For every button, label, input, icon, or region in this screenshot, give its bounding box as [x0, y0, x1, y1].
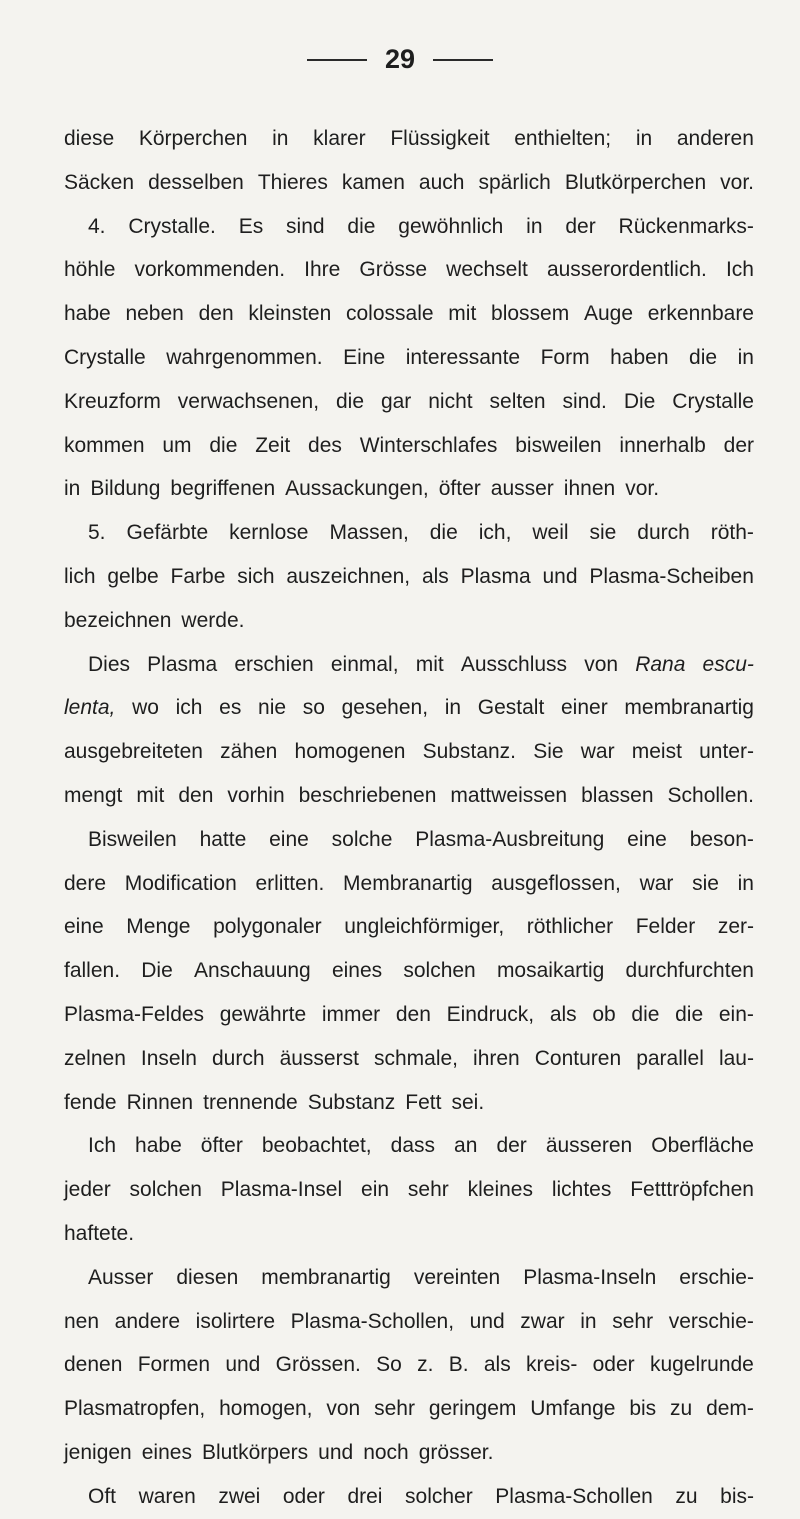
word: nen	[64, 1309, 100, 1333]
word: blossem	[491, 302, 570, 326]
word: ich,	[478, 521, 512, 545]
word: Es	[238, 214, 264, 238]
word: Gestalt	[477, 696, 545, 720]
word: wo	[132, 696, 159, 720]
word: unter-	[699, 740, 754, 764]
word: Oberfläche	[651, 1134, 754, 1158]
word: solche	[331, 827, 393, 851]
word: ausserordentlich.	[546, 258, 707, 282]
word: vereinten	[413, 1265, 501, 1289]
word: eines	[141, 1440, 192, 1464]
word: die	[335, 389, 365, 413]
word: höhle	[64, 258, 116, 282]
word: beschriebenen	[298, 783, 437, 807]
text-line	[64, 1475, 754, 1519]
word: ausgebreiteten	[64, 740, 203, 764]
word: wahrgenommen.	[166, 345, 323, 369]
text-line	[64, 686, 754, 730]
word: Winterschlafes	[359, 433, 498, 457]
word: oder	[282, 1484, 325, 1508]
word: in	[737, 871, 754, 895]
word: durch	[637, 521, 690, 545]
word: Inseln	[140, 1046, 197, 1070]
word: einmal,	[330, 652, 399, 676]
word: habe	[135, 1134, 182, 1158]
word: erschien	[234, 652, 314, 676]
word: Die	[141, 959, 173, 983]
word: Felder	[635, 915, 696, 939]
word: Form	[540, 345, 590, 369]
word: dass	[390, 1134, 436, 1158]
word: um	[162, 433, 192, 457]
word: Crystalle	[672, 389, 754, 413]
word: jeder	[64, 1178, 111, 1202]
word: zu	[675, 1484, 698, 1508]
word: Blutkörperchen	[564, 170, 707, 194]
word: röthlicher	[526, 915, 614, 939]
word: Dies	[88, 652, 131, 676]
text-line	[64, 336, 754, 380]
text-line	[64, 1300, 754, 1344]
word: mosaikartig	[496, 959, 605, 983]
page-header	[0, 44, 800, 75]
word: zähen	[220, 740, 278, 764]
text-line	[64, 1431, 754, 1475]
word: so	[302, 696, 325, 720]
text-line	[64, 949, 754, 993]
word: membranartig	[261, 1265, 391, 1289]
text-line	[64, 1387, 754, 1431]
text-line	[64, 599, 754, 643]
word: Rinnen	[126, 1090, 194, 1114]
word: desselben	[148, 170, 244, 194]
word: und	[225, 1353, 261, 1377]
word: Säcken	[64, 170, 135, 194]
word: Auge	[583, 302, 634, 326]
word: durch	[212, 1046, 265, 1070]
word: Oft	[88, 1484, 117, 1508]
word: Die	[623, 389, 656, 413]
word: Ausschluss	[460, 652, 568, 676]
word: meist	[631, 740, 682, 764]
word: ausgeflossen,	[491, 871, 621, 895]
word: neben	[125, 302, 184, 326]
word: diese	[64, 127, 115, 150]
word: Plasma	[460, 564, 531, 588]
word: nie	[258, 696, 287, 720]
text-line	[64, 467, 754, 511]
word: bezeichnen	[64, 608, 172, 632]
text-line	[64, 1343, 754, 1387]
word: mit	[448, 302, 477, 326]
word: sie	[589, 521, 617, 545]
word: einer	[561, 696, 608, 720]
text-line	[64, 1081, 754, 1125]
word: klarer	[313, 127, 366, 150]
word: homogenen	[294, 740, 406, 764]
word: kamen	[341, 170, 405, 194]
word: grösser.	[418, 1440, 494, 1464]
word: gesehen,	[341, 696, 429, 720]
text-line	[64, 993, 754, 1037]
word: Grösse	[359, 258, 428, 282]
word: lich	[64, 564, 96, 588]
word: andere	[114, 1309, 181, 1333]
word: erlitten.	[255, 871, 325, 895]
word: eine	[64, 915, 104, 939]
word: Formen	[137, 1353, 211, 1377]
word: polygonaler	[213, 915, 322, 939]
word: nicht	[428, 389, 473, 413]
word: in	[526, 214, 543, 238]
word: begriffenen	[170, 477, 276, 501]
word: solchen	[403, 959, 476, 983]
word: des	[308, 433, 342, 457]
word: habe	[64, 302, 111, 326]
word: diesen	[176, 1265, 239, 1289]
word: bisweilen	[515, 433, 602, 457]
word: Sie	[533, 740, 564, 764]
word: die	[429, 521, 458, 545]
word: die	[689, 345, 718, 369]
word: jenigen	[64, 1440, 132, 1464]
word: Ihre	[304, 258, 341, 282]
word: isolirtere	[195, 1309, 276, 1333]
text-line	[64, 1168, 754, 1212]
word: kreis-	[526, 1353, 578, 1377]
word: Plasma-Insel	[220, 1178, 343, 1202]
word: vorkommenden.	[134, 258, 286, 282]
page-number: 29	[384, 44, 416, 74]
word: innerhalb	[619, 433, 706, 457]
word: kleinsten	[248, 302, 332, 326]
word: Plasma-Schollen,	[290, 1309, 455, 1333]
word: fallen.	[64, 959, 121, 983]
word: vor.	[625, 477, 660, 501]
word: öfter	[438, 477, 481, 501]
word: Substanz	[307, 1090, 396, 1114]
word: Kreuzform	[64, 389, 161, 413]
word: als	[549, 1002, 577, 1026]
word: lichtes	[551, 1178, 612, 1202]
word: eine	[627, 827, 667, 851]
word: den	[395, 1002, 431, 1026]
word: Ausser	[88, 1265, 154, 1289]
word: Plasma-Feldes	[64, 1002, 205, 1026]
text-line	[64, 292, 754, 336]
word: Ich	[725, 258, 754, 282]
text-line	[64, 511, 754, 555]
word: den	[198, 302, 234, 326]
word: gelbe	[107, 564, 159, 588]
word: zu	[670, 1397, 693, 1421]
word: mit	[136, 783, 165, 807]
word: erkennbare	[647, 302, 754, 326]
word: Farbe	[170, 564, 226, 588]
word: 5.	[88, 521, 106, 545]
word: von	[584, 652, 619, 676]
word: Gefärbte	[126, 521, 209, 545]
word: sehr	[374, 1397, 415, 1421]
word: die	[347, 214, 376, 238]
word: kleines	[467, 1178, 533, 1202]
word: war	[580, 740, 615, 764]
text-line	[64, 380, 754, 424]
word: bis	[629, 1397, 657, 1421]
word: vorhin	[227, 783, 285, 807]
text-line	[64, 774, 754, 818]
word: ihnen	[563, 477, 616, 501]
word: lenta,	[64, 696, 116, 720]
word: sei.	[451, 1090, 485, 1114]
word: interessante	[405, 345, 521, 369]
word: Massen,	[329, 521, 409, 545]
word: ein-	[718, 1002, 754, 1026]
word: Grössen.	[275, 1353, 361, 1377]
word: zwar	[520, 1309, 565, 1333]
word: enthielten;	[514, 127, 612, 150]
word: verwachsenen,	[177, 389, 320, 413]
word: äusseren	[545, 1134, 633, 1158]
word: Zeit	[255, 433, 291, 457]
word: Plasma-Inseln	[523, 1265, 657, 1289]
word: auszeichnen,	[286, 564, 411, 588]
word: membranartig	[624, 696, 754, 720]
word: äusserst	[279, 1046, 359, 1070]
word: die	[631, 1002, 660, 1026]
word: denen	[64, 1353, 123, 1377]
text-line	[64, 1124, 754, 1168]
word: Plasma-Schollen	[495, 1484, 653, 1508]
word: ungleichförmiger,	[344, 915, 505, 939]
word: Körperchen	[138, 127, 248, 150]
word: in	[737, 345, 754, 369]
word: kugelrunde	[649, 1353, 754, 1377]
word: mengt	[64, 783, 123, 807]
word: waren	[138, 1484, 196, 1508]
word: 4.	[88, 214, 106, 238]
word: öfter	[200, 1134, 243, 1158]
word: war	[639, 871, 674, 895]
word: Blutkörpers	[201, 1440, 309, 1464]
word: schmale,	[373, 1046, 458, 1070]
word: kommen	[64, 433, 145, 457]
word: in	[64, 477, 81, 501]
word: dere	[64, 871, 107, 895]
text-line	[64, 818, 754, 862]
text-line	[64, 1256, 754, 1300]
word: Crystalle.	[128, 214, 216, 238]
word: blassen	[581, 783, 654, 807]
word: weil	[532, 521, 569, 545]
word: Anschauung	[193, 959, 311, 983]
word: Substanz.	[422, 740, 517, 764]
word: mit	[415, 652, 444, 676]
word: drei	[347, 1484, 383, 1508]
word: in	[580, 1309, 597, 1333]
word: der	[723, 433, 754, 457]
word: haben	[610, 345, 669, 369]
word: fende	[64, 1090, 117, 1114]
text-line	[64, 643, 754, 687]
word: solchen	[129, 1178, 202, 1202]
word: Plasmatropfen,	[64, 1397, 206, 1421]
word: zelnen	[64, 1046, 126, 1070]
word: colossale	[346, 302, 434, 326]
word: geringem	[428, 1397, 517, 1421]
word: in	[444, 696, 462, 720]
word: zwei	[218, 1484, 261, 1508]
word: Schollen.	[667, 783, 754, 807]
word: Ich	[88, 1134, 117, 1158]
word: und	[542, 564, 578, 588]
word: Modification	[124, 871, 237, 895]
word: So	[376, 1353, 402, 1377]
text-line	[64, 905, 754, 949]
word: sind.	[562, 389, 607, 413]
word: Flüssigkeit	[390, 127, 490, 150]
word: escu-	[702, 652, 754, 676]
word: Fett	[405, 1090, 442, 1114]
word: ob	[592, 1002, 616, 1026]
text-line	[64, 205, 754, 249]
text-line	[64, 555, 754, 599]
word: parallel	[636, 1046, 704, 1070]
word: sind	[286, 214, 325, 238]
word: lau-	[718, 1046, 754, 1070]
word: kernlose	[229, 521, 309, 545]
word: Umfange	[530, 1397, 616, 1421]
text-line	[64, 161, 754, 205]
word: in	[635, 127, 653, 150]
word: oder	[592, 1353, 635, 1377]
word: Plasma-Ausbreitung	[415, 827, 605, 851]
word: immer	[321, 1002, 381, 1026]
word: vor.	[720, 170, 754, 194]
word: ihren	[473, 1046, 520, 1070]
text-line	[64, 862, 754, 906]
word: Aussackungen,	[285, 477, 429, 501]
word: den	[178, 783, 214, 807]
word: noch	[363, 1440, 409, 1464]
word: es	[219, 696, 242, 720]
word: hatte	[199, 827, 247, 851]
word: und	[318, 1440, 354, 1464]
word: gewöhnlich	[398, 214, 504, 238]
word: auch	[418, 170, 465, 194]
word: homogen,	[219, 1397, 313, 1421]
word: spärlich	[478, 170, 551, 194]
word: ich	[175, 696, 203, 720]
word: an	[454, 1134, 478, 1158]
word: Eindruck,	[446, 1002, 535, 1026]
word: in	[272, 127, 289, 150]
text-line	[64, 1212, 754, 1256]
word: anderen	[676, 127, 754, 150]
text-line	[64, 1037, 754, 1081]
word: als	[421, 564, 449, 588]
word: verschie-	[668, 1309, 754, 1333]
word: von	[326, 1397, 361, 1421]
word: Plasma	[147, 652, 218, 676]
word: B.	[448, 1353, 469, 1377]
word: Thieres	[257, 170, 328, 194]
word: eines	[331, 959, 383, 983]
word: beson-	[689, 827, 754, 851]
word: selten	[489, 389, 546, 413]
word: sehr	[407, 1178, 449, 1202]
text-line	[64, 730, 754, 774]
word: und	[469, 1309, 505, 1333]
word: z.	[417, 1353, 434, 1377]
word: bis-	[720, 1484, 754, 1508]
word: die	[675, 1002, 704, 1026]
word: zer-	[717, 915, 754, 939]
word: als	[483, 1353, 511, 1377]
word: Membranartig	[343, 871, 473, 895]
header-rule-right	[433, 59, 493, 61]
word: eine	[269, 827, 309, 851]
word: beobachtet,	[261, 1134, 372, 1158]
word: der	[565, 214, 596, 238]
word: der	[496, 1134, 527, 1158]
word: Menge	[126, 915, 191, 939]
body-text	[64, 117, 754, 1519]
word: die	[209, 433, 238, 457]
word: durchfurchten	[625, 959, 754, 983]
word: werde.	[181, 608, 245, 632]
word: haftete.	[64, 1221, 135, 1245]
word: Rana	[635, 652, 686, 676]
word: Plasma-Scheiben	[589, 564, 754, 588]
word: solcher	[405, 1484, 473, 1508]
word: röth-	[710, 521, 754, 545]
word: Eine	[343, 345, 386, 369]
word: gewährte	[219, 1002, 307, 1026]
word: ausser	[490, 477, 554, 501]
header-rule-left	[307, 59, 367, 61]
word: sie	[692, 871, 719, 895]
word: gar	[380, 389, 412, 413]
word: trennende	[203, 1090, 298, 1114]
word: Bildung	[90, 477, 161, 501]
word: ein	[361, 1178, 390, 1202]
word: wechselt	[446, 258, 528, 282]
word: Fetttröpfchen	[630, 1178, 754, 1202]
word: dem-	[706, 1397, 754, 1421]
word: Bisweilen	[88, 827, 177, 851]
word: Rückenmarks-	[618, 214, 754, 238]
word: mattweissen	[450, 783, 568, 807]
word: sehr	[612, 1309, 654, 1333]
word: erschie-	[679, 1265, 754, 1289]
word: Conturen	[534, 1046, 622, 1070]
text-line	[64, 248, 754, 292]
text-line	[64, 424, 754, 468]
text-line	[64, 117, 754, 161]
word: Crystalle	[64, 345, 146, 369]
word: sich	[237, 564, 275, 588]
